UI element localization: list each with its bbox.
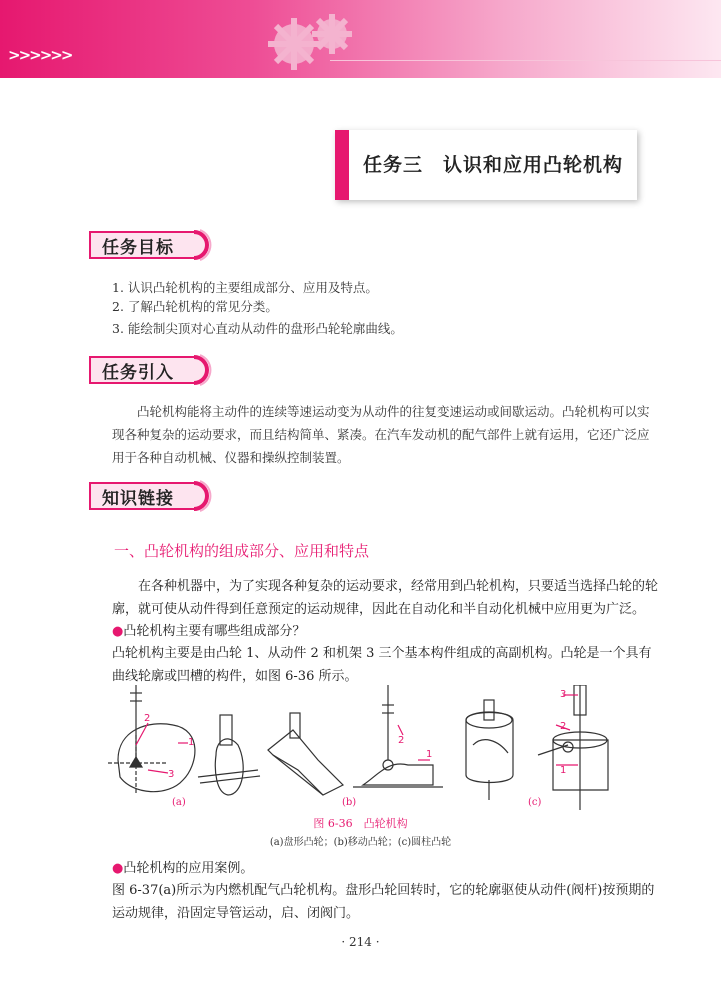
fig-label-2c: 2 bbox=[560, 721, 567, 732]
header-chevrons: >>>>>> bbox=[8, 46, 72, 64]
cam-mechanism-figure bbox=[108, 685, 618, 810]
tag-knowledge bbox=[86, 479, 214, 513]
answer-1: 凸轮机构主要是由凸轮 1、从动件 2 和机架 3 三个基本构件组成的高副机构。凸轮是一个具有曲线轮廓或凹槽的构件，如图 6-36 所示。 bbox=[112, 646, 652, 684]
tag-intro bbox=[86, 353, 214, 387]
fig-label-1a: 1 bbox=[188, 737, 195, 748]
task-title-accent bbox=[335, 130, 349, 200]
gears-icon bbox=[262, 10, 362, 72]
answer-2: 图 6-37(a)所示为内燃机配气凸轮机构。盘形凸轮回转时，它的轮廓驱使从动件(阀杆)按预期的运动规律，沿固定导管运动，启、闭阀门。 bbox=[112, 883, 655, 921]
section-heading: 一、凸轮机构的组成部分、应用和特点 bbox=[114, 542, 370, 560]
header-divider bbox=[330, 60, 721, 61]
fig-label-3c: 3 bbox=[560, 689, 567, 700]
fig-label-2a: 2 bbox=[144, 713, 151, 724]
intro-paragraph: 凸轮机构能将主动件的连续等速运动变为从动件的往复变速运动或间歇运动。凸轮机构可以实现各种复杂的运动要求，而且结构简单、紧凑。在汽车发动机的配气部件上就有运用，它还广泛应用于各种自动机械、仪器和操纵控制装置。 bbox=[112, 404, 650, 465]
figure-sublabel-c: (c) bbox=[528, 797, 542, 808]
question-2 bbox=[112, 857, 253, 876]
goal-item-3: 3. 能绘制尖顶对心直动从动件的盘形凸轮轮廓曲线。 bbox=[112, 321, 403, 336]
tag-intro-label: 任务引入 bbox=[102, 363, 174, 383]
task-title: 任务三 认识和应用凸轮机构 bbox=[363, 154, 624, 176]
goal-item-2: 2. 了解凸轮机构的常见分类。 bbox=[112, 299, 278, 314]
task-title-box bbox=[335, 130, 637, 200]
fig-label-1c: 1 bbox=[560, 765, 567, 776]
question-1 bbox=[112, 620, 305, 639]
figure-sublabel-b: (b) bbox=[342, 797, 357, 808]
bullet-icon: ● bbox=[112, 624, 124, 639]
question-1-text: 凸轮机构主要有哪些组成部分？ bbox=[123, 624, 306, 639]
goal-item-1: 1. 认识凸轮机构的主要组成部分、应用及特点。 bbox=[112, 280, 378, 295]
fig-label-3a: 3 bbox=[168, 769, 175, 780]
page-number: · 214 · bbox=[341, 935, 380, 949]
bullet-icon: ● bbox=[112, 861, 124, 876]
tag-knowledge-label: 知识链接 bbox=[102, 489, 174, 509]
tag-goal-label: 任务目标 bbox=[102, 238, 174, 258]
fig-label-1b: 1 bbox=[426, 749, 433, 760]
tag-goal bbox=[86, 228, 214, 262]
section-paragraph: 在各种机器中，为了实现各种复杂的运动要求，经常用到凸轮机构，只要适当选择凸轮的轮廓，就可使从动件得到任意预定的运动规律，因此在自动化和半自动化机械中应用更为广泛。 bbox=[112, 579, 659, 617]
fig-label-2b: 2 bbox=[398, 735, 405, 746]
figure-subcaption: (a)盘形凸轮；(b)移动凸轮；(c)圆柱凸轮 bbox=[269, 837, 452, 848]
question-2-text: 凸轮机构的应用案例。 bbox=[123, 861, 254, 876]
figure-sublabel-a: (a) bbox=[172, 797, 186, 808]
figure-caption: 图 6-36 凸轮机构 bbox=[313, 817, 408, 830]
